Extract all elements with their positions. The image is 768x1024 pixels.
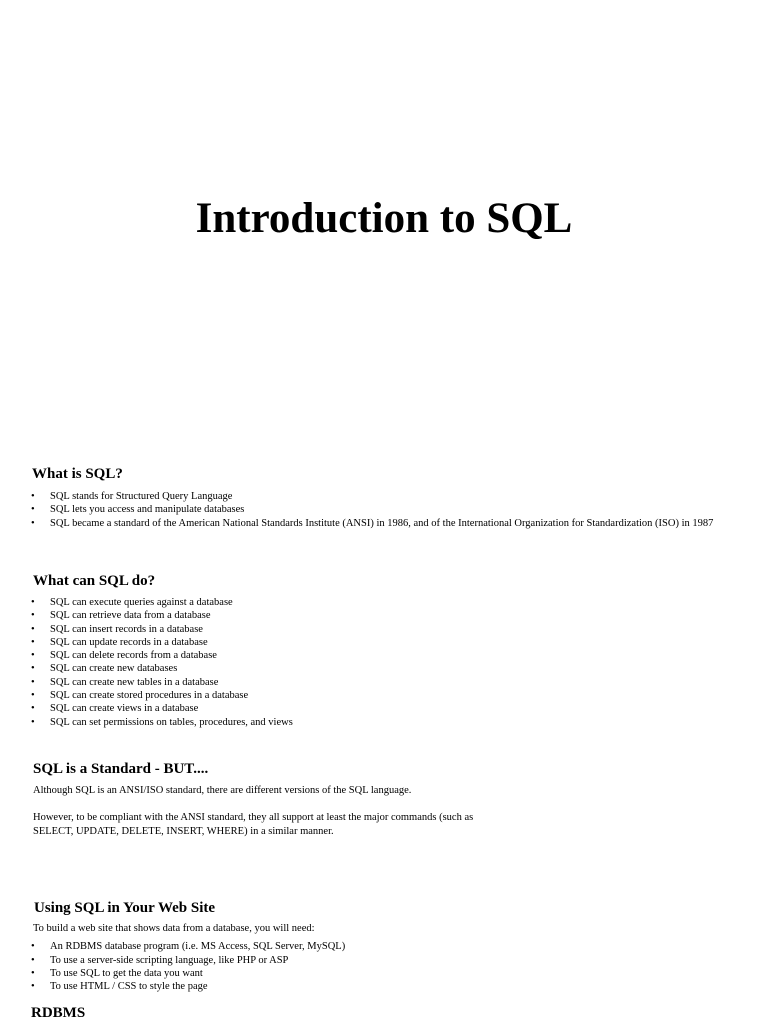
section-heading: What is SQL? <box>32 466 123 482</box>
list-item-text: To use SQL to get the data you want <box>50 967 203 979</box>
bullet-icon: • <box>31 690 35 702</box>
list-item-text: SQL can create new tables in a database <box>50 676 219 688</box>
list-item-text: SQL can create stored procedures in a database <box>50 690 249 702</box>
list-item <box>31 954 740 967</box>
list-item <box>31 503 740 516</box>
bullet-icon: • <box>31 981 35 993</box>
list-item <box>31 596 740 609</box>
list-item-text: SQL can insert records in a database <box>50 623 203 635</box>
bullet-icon: • <box>31 650 35 662</box>
list-item <box>31 940 740 953</box>
bullet-list <box>31 940 740 993</box>
list-item-text: SQL can delete records from a database <box>50 650 217 662</box>
what-can-sql-do-section <box>0 572 768 729</box>
rdbms-section <box>0 1004 768 1022</box>
list-item-text: To use a server-side scripting language, like PHP or ASP <box>50 954 289 966</box>
list-item <box>31 702 740 715</box>
using-sql-section <box>0 899 768 993</box>
list-item <box>31 517 740 530</box>
section-heading: What can SQL do? <box>33 573 156 589</box>
what-is-sql-section <box>0 465 768 530</box>
bullet-icon: • <box>31 491 35 502</box>
list-item-text: To use HTML / CSS to style the page <box>50 981 208 993</box>
list-item <box>31 636 740 649</box>
paragraph: Although SQL is an ANSI/ISO standard, there are different versions of the SQL language. <box>33 785 412 796</box>
list-item <box>31 649 740 662</box>
list-item <box>31 490 740 503</box>
list-item-text: SQL became a standard of the American National Standards Institute (ANSI) in 1986, and of the International Organization for Standardization (ISO) in 1987 <box>50 517 714 529</box>
bullet-icon: • <box>31 941 35 953</box>
list-item <box>31 676 740 689</box>
section-heading: RDBMS <box>31 1005 86 1021</box>
bullet-icon: • <box>31 504 35 516</box>
list-item-text: An RDBMS database program (i.e. MS Access, SQL Server, MySQL) <box>50 941 346 953</box>
list-item <box>31 980 740 993</box>
list-item-text: SQL can retrieve data from a database <box>50 610 211 622</box>
bullet-icon: • <box>31 597 35 608</box>
list-item-text: SQL can create views in a database <box>50 703 199 715</box>
list-item <box>31 609 740 622</box>
list-item <box>31 623 740 636</box>
bullet-icon: • <box>31 967 35 979</box>
list-item-text: SQL stands for Structured Query Language <box>50 491 233 502</box>
list-item-text: SQL can execute queries against a database <box>50 597 233 608</box>
list-item-text: SQL can update records in a database <box>50 636 208 648</box>
bullet-icon: • <box>31 954 35 966</box>
bullet-icon: • <box>31 663 35 675</box>
list-item-text: SQL lets you access and manipulate databases <box>50 504 245 516</box>
section-heading: SQL is a Standard - BUT.... <box>33 761 209 777</box>
list-item <box>31 689 740 702</box>
bullet-icon: • <box>31 716 35 728</box>
bullet-icon: • <box>31 636 35 648</box>
section-heading: Using SQL in Your Web Site <box>34 900 216 916</box>
paragraph: To build a web site that shows data from a database, you will need: <box>33 923 315 934</box>
bullet-icon: • <box>31 676 35 688</box>
bullet-list <box>31 596 740 729</box>
list-item <box>31 716 740 729</box>
bullet-icon: • <box>31 703 35 715</box>
bullet-icon: • <box>31 623 35 635</box>
page-title: Introduction to SQL <box>195 195 573 242</box>
list-item <box>31 662 740 675</box>
bullet-list <box>31 490 740 530</box>
paragraph: However, to be compliant with the ANSI standard, they all support at least the major commands (such as SELECT, UPDATE, DELETE, INSERT, WHERE) in a similar manner. <box>33 812 474 837</box>
list-item-text: SQL can create new databases <box>50 663 178 675</box>
list-item-text: SQL can set permissions on tables, procedures, and views <box>50 716 293 728</box>
bullet-icon: • <box>31 610 35 622</box>
sql-standard-section <box>0 760 768 838</box>
bullet-icon: • <box>31 517 35 529</box>
list-item <box>31 967 740 980</box>
